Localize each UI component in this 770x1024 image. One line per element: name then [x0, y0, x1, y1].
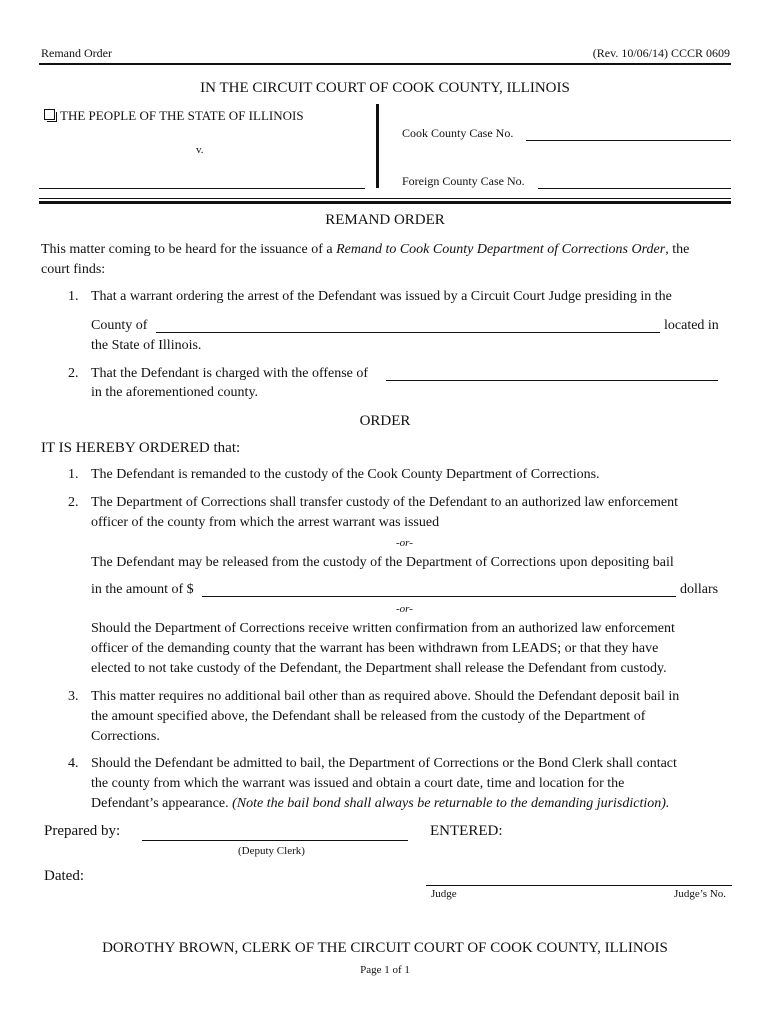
form-revision: (Rev. 10/06/14) CCCR 0609: [592, 46, 730, 60]
cook-case-field[interactable]: [526, 140, 731, 141]
order-item-2-line-1: The Department of Corrections shall transfer custody of the Defendant to an authorized law enforcement: [91, 495, 679, 510]
intro-line-1: This matter coming to be heard for the issuance of a Remand to Cook County Department of Corrections Order, the: [41, 242, 690, 257]
or-separator-1: -or-: [396, 537, 413, 549]
prepared-by-field[interactable]: [142, 840, 408, 841]
offense-field[interactable]: [386, 380, 718, 381]
versus-text: v.: [196, 144, 204, 156]
or-separator-2: -or-: [396, 603, 413, 615]
dated-label: Dated:: [44, 868, 84, 884]
finding-2-line-2: in the aforementioned county.: [91, 385, 259, 400]
county-label: County of: [91, 318, 148, 333]
entered-label: ENTERED:: [430, 823, 503, 839]
finding-1-line-1: That a warrant ordering the arrest of the Defendant was issued by a Circuit Court Judge presiding in the: [91, 289, 672, 304]
checkbox-icon[interactable]: [44, 109, 55, 120]
leads-line-2: officer of the demanding county that the warrant has been withdrawn from LEADS; or that they have: [91, 641, 659, 656]
order-item-3-line-1: This matter requires no additional bail other than as required above. Should the Defendant deposit bail in: [91, 689, 680, 704]
order-item-2-line-2: officer of the county from which the arrest warrant was issued: [91, 515, 440, 530]
caption-divider: [376, 104, 379, 188]
located-in-text: located in: [664, 318, 719, 333]
order-item-4-line-3: Defendant’s appearance. (Note the bail bond shall always be returnable to the demanding jurisdiction).: [91, 796, 670, 811]
order-item-2-number: 2.: [68, 495, 79, 510]
foreign-case-field[interactable]: [538, 188, 731, 189]
prepared-by-label: Prepared by:: [44, 823, 121, 839]
order-item-4-line-1: Should the Defendant be admitted to bail, the Department of Corrections or the Bond Clerk shall contact: [91, 756, 677, 771]
cook-case-label: Cook County Case No.: [402, 126, 514, 140]
order-item-3-number: 3.: [68, 689, 79, 704]
order-item-1-number: 1.: [68, 467, 79, 482]
judge-number-caption: Judge’s No.: [674, 888, 726, 900]
order-item-4-number: 4.: [68, 756, 79, 771]
header-divider: [39, 63, 731, 65]
intro-line-2: court finds:: [41, 262, 106, 277]
bail-amount-field[interactable]: [202, 596, 676, 597]
order-item-3-line-3: Corrections.: [91, 729, 160, 744]
order-item-1: The Defendant is remanded to the custody of the Cook County Department of Corrections.: [91, 467, 600, 482]
people-caption: THE PEOPLE OF THE STATE OF ILLINOIS: [44, 108, 304, 124]
finding-1-number: 1.: [68, 289, 79, 304]
caption-rule-thick: [39, 201, 731, 204]
order-heading: ORDER: [359, 413, 411, 429]
clerk-footer: DOROTHY BROWN, CLERK OF THE CIRCUIT COURT OF COOK COUNTY, ILLINOIS: [102, 940, 668, 956]
foreign-case-label: Foreign County Case No.: [402, 174, 525, 188]
leads-line-3: elected to not take custody of the Defendant, the Department shall release the Defendant from custody.: [91, 661, 667, 676]
dollars-text: dollars: [680, 582, 719, 597]
court-title: IN THE CIRCUIT COURT OF COOK COUNTY, ILLINOIS: [200, 80, 570, 96]
order-item-3-line-2: the amount specified above, the Defendant shall be released from the custody of the Department of: [91, 709, 646, 724]
remand-heading: REMAND ORDER: [325, 212, 445, 228]
bail-amount-label: in the amount of $: [91, 582, 194, 597]
deputy-clerk-caption: (Deputy Clerk): [238, 845, 305, 857]
form-name: Remand Order: [41, 46, 112, 60]
page-number: Page 1 of 1: [360, 964, 410, 976]
finding-2-number: 2.: [68, 366, 79, 381]
bail-line-1: The Defendant may be released from the custody of the Department of Corrections upon depositing bail: [91, 555, 674, 570]
offense-label: That the Defendant is charged with the offense of: [91, 366, 369, 381]
judge-signature-field[interactable]: [426, 885, 732, 886]
defendant-name-field[interactable]: [39, 188, 365, 189]
order-lead: IT IS HEREBY ORDERED that:: [41, 440, 241, 456]
order-item-4-line-2: the county from which the warrant was issued and obtain a court date, time and location for the: [91, 776, 625, 791]
finding-1-line-3: the State of Illinois.: [91, 338, 202, 353]
leads-line-1: Should the Department of Corrections receive written confirmation from an authorized law enforcement: [91, 621, 675, 636]
county-field[interactable]: [156, 332, 660, 333]
caption-rule-thin: [39, 198, 731, 199]
judge-caption: Judge: [431, 888, 457, 900]
